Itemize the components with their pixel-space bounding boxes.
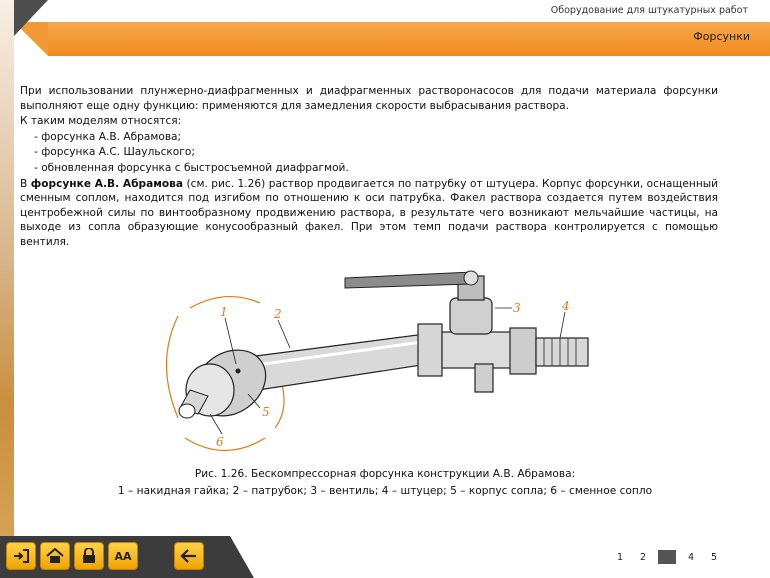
back-button[interactable] [174, 542, 204, 570]
left-decor-strip [0, 0, 14, 578]
list-item: - форсунка А.С. Шаульского; [34, 146, 195, 159]
paragraph-description [20, 177, 718, 250]
figure-caption [20, 466, 750, 500]
header-top [48, 0, 770, 23]
leader-line [560, 312, 565, 338]
page-link-5[interactable]: 5 [710, 552, 718, 563]
label-5: 5 [262, 405, 270, 419]
page-link-4[interactable]: 4 [687, 552, 695, 563]
list-item: - обновленная форсунка с быстросъемной диафрагмой. [34, 161, 349, 174]
caption-legend: 1 – накидная гайка; 2 – патрубок; 3 – вентиль; 4 – штуцер; 5 – корпус сопла; 6 – сменное сопло [117, 485, 653, 497]
font-size-icon: AA [114, 549, 132, 563]
section-header [48, 22, 770, 56]
home-button[interactable] [40, 542, 70, 570]
label-2: 2 [274, 307, 282, 321]
paragraph-intro: При использовании плунжерно-диафрагменных и диафрагменных растворонасосов для подачи материала форсунки выполняют еще одну функцию: применяются для замедления скорости выбрасывания раствора. [20, 85, 718, 112]
exit-button[interactable] [6, 542, 36, 570]
label-4: 4 [562, 299, 570, 313]
tee-bottom [475, 364, 493, 392]
leader-line [278, 320, 290, 348]
font-size-button[interactable] [108, 542, 138, 570]
nut [418, 324, 442, 376]
text-rest: (см. рис. 1.26) раствор продвигается по патрубку от штуцера. Корпус форсунки, оснащенный сменным соплом, находится под изгибом по отношению к оси патрубка. Факел раствора создается путем воздействия центробежной силы по винтообразному продвижению раствора, в результате чего возникают мельчайшие частицы, на выходе из сопла образующие конусообразный факел. При этом темп подачи раствора контролируется с помощью вентиля. [20, 177, 719, 248]
screw [236, 369, 241, 374]
list-item: - форсунка А.В. Абрамова; [34, 130, 182, 143]
caption-title: Рис. 1.26. Бескомпрессорная форсунка конструкции А.В. Абрамова: [194, 468, 576, 480]
back-arrow-icon [180, 548, 198, 564]
nozzle-outlet [179, 404, 195, 418]
flow-arrow [167, 316, 179, 418]
label-3: 3 [513, 301, 521, 315]
paragraph-models: К таким моделям относятся: [20, 115, 182, 128]
valve-body [450, 298, 492, 334]
lock-button[interactable] [74, 542, 104, 570]
flow-arrow [185, 438, 265, 451]
app-title: Оборудование для штукатурных работ [550, 5, 748, 16]
exit-icon [12, 548, 30, 564]
label-1: 1 [220, 305, 228, 319]
label-6: 6 [216, 435, 224, 449]
section-title: Форсунки [693, 30, 750, 43]
page-link-1[interactable]: 1 [616, 552, 624, 563]
home-icon [46, 548, 64, 564]
lock-icon [81, 548, 97, 564]
page-link-2[interactable]: 2 [639, 552, 647, 563]
term-highlight: форсунке А.В. Абрамова [30, 177, 184, 190]
header-corner [14, 0, 48, 36]
main-content [20, 84, 718, 250]
nozzle-figure [150, 268, 600, 458]
union-nut [510, 328, 536, 374]
page-link-current[interactable] [658, 550, 676, 564]
leader-line [210, 414, 222, 434]
text-prefix: В [20, 177, 31, 190]
handle-pivot [464, 271, 478, 285]
valve-handle [345, 272, 472, 288]
